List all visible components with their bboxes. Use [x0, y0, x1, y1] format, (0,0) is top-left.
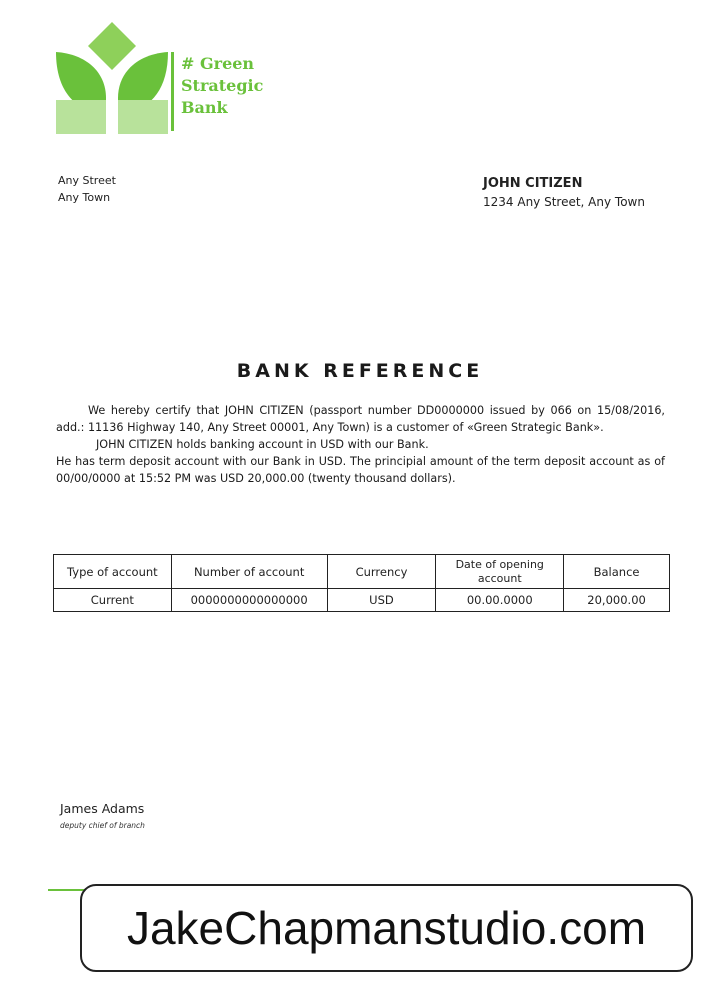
recipient-street: 1234 Any Street, Any Town — [483, 195, 645, 209]
recipient-name: JOHN CITIZEN — [483, 176, 583, 191]
signatory-role: deputy chief of branch — [60, 821, 145, 830]
header-number: Number of account — [171, 555, 327, 589]
signatory-name: James Adams — [60, 801, 145, 816]
cell-date: 00.00.0000 — [436, 589, 564, 612]
bank-logo-icon — [56, 22, 168, 134]
cell-currency: USD — [327, 589, 436, 612]
header-date: Date of opening account — [436, 555, 564, 589]
cell-number: 0000000000000000 — [171, 589, 327, 612]
watermark-banner: JakeChapmanstudio.com — [80, 884, 693, 972]
cell-type: Current — [54, 589, 172, 612]
body-paragraph-3: He has term deposit account with our Bank in USD. The principial amount of the term deposit account as of 00/00/0000 at 15:52 PM was USD 20,000.00 (twenty thousand dollars). — [56, 455, 665, 485]
cell-balance: 20,000.00 — [564, 589, 670, 612]
sender-address — [58, 172, 116, 206]
document-title: BANK REFERENCE — [236, 360, 484, 382]
logo-line-2: Strategic — [181, 76, 264, 95]
account-table — [53, 554, 670, 612]
body-paragraph-1: We hereby certify that JOHN CITIZEN (passport number DD0000000 issued by 066 on 15/08/2016, add.: 11136 Highway 140, Any Street 00001, Any Town) is a customer of «Green Strategic Bank». — [56, 404, 665, 434]
logo-line-1: # Green — [181, 54, 255, 73]
recipient-address — [483, 175, 645, 211]
logo-divider — [171, 52, 174, 131]
sender-town: Any Town — [58, 191, 111, 204]
table-row — [54, 589, 670, 612]
body-paragraph-2: JOHN CITIZEN holds banking account in USD with our Bank. — [96, 438, 429, 451]
header-balance: Balance — [564, 555, 670, 589]
header-type: Type of account — [54, 555, 172, 589]
bank-logo-text — [181, 53, 311, 119]
letter-body — [56, 402, 665, 487]
logo-line-3: Bank — [181, 98, 228, 117]
header-currency: Currency — [327, 555, 436, 589]
table-header-row — [54, 555, 670, 589]
sender-street: Any Street — [58, 174, 116, 187]
